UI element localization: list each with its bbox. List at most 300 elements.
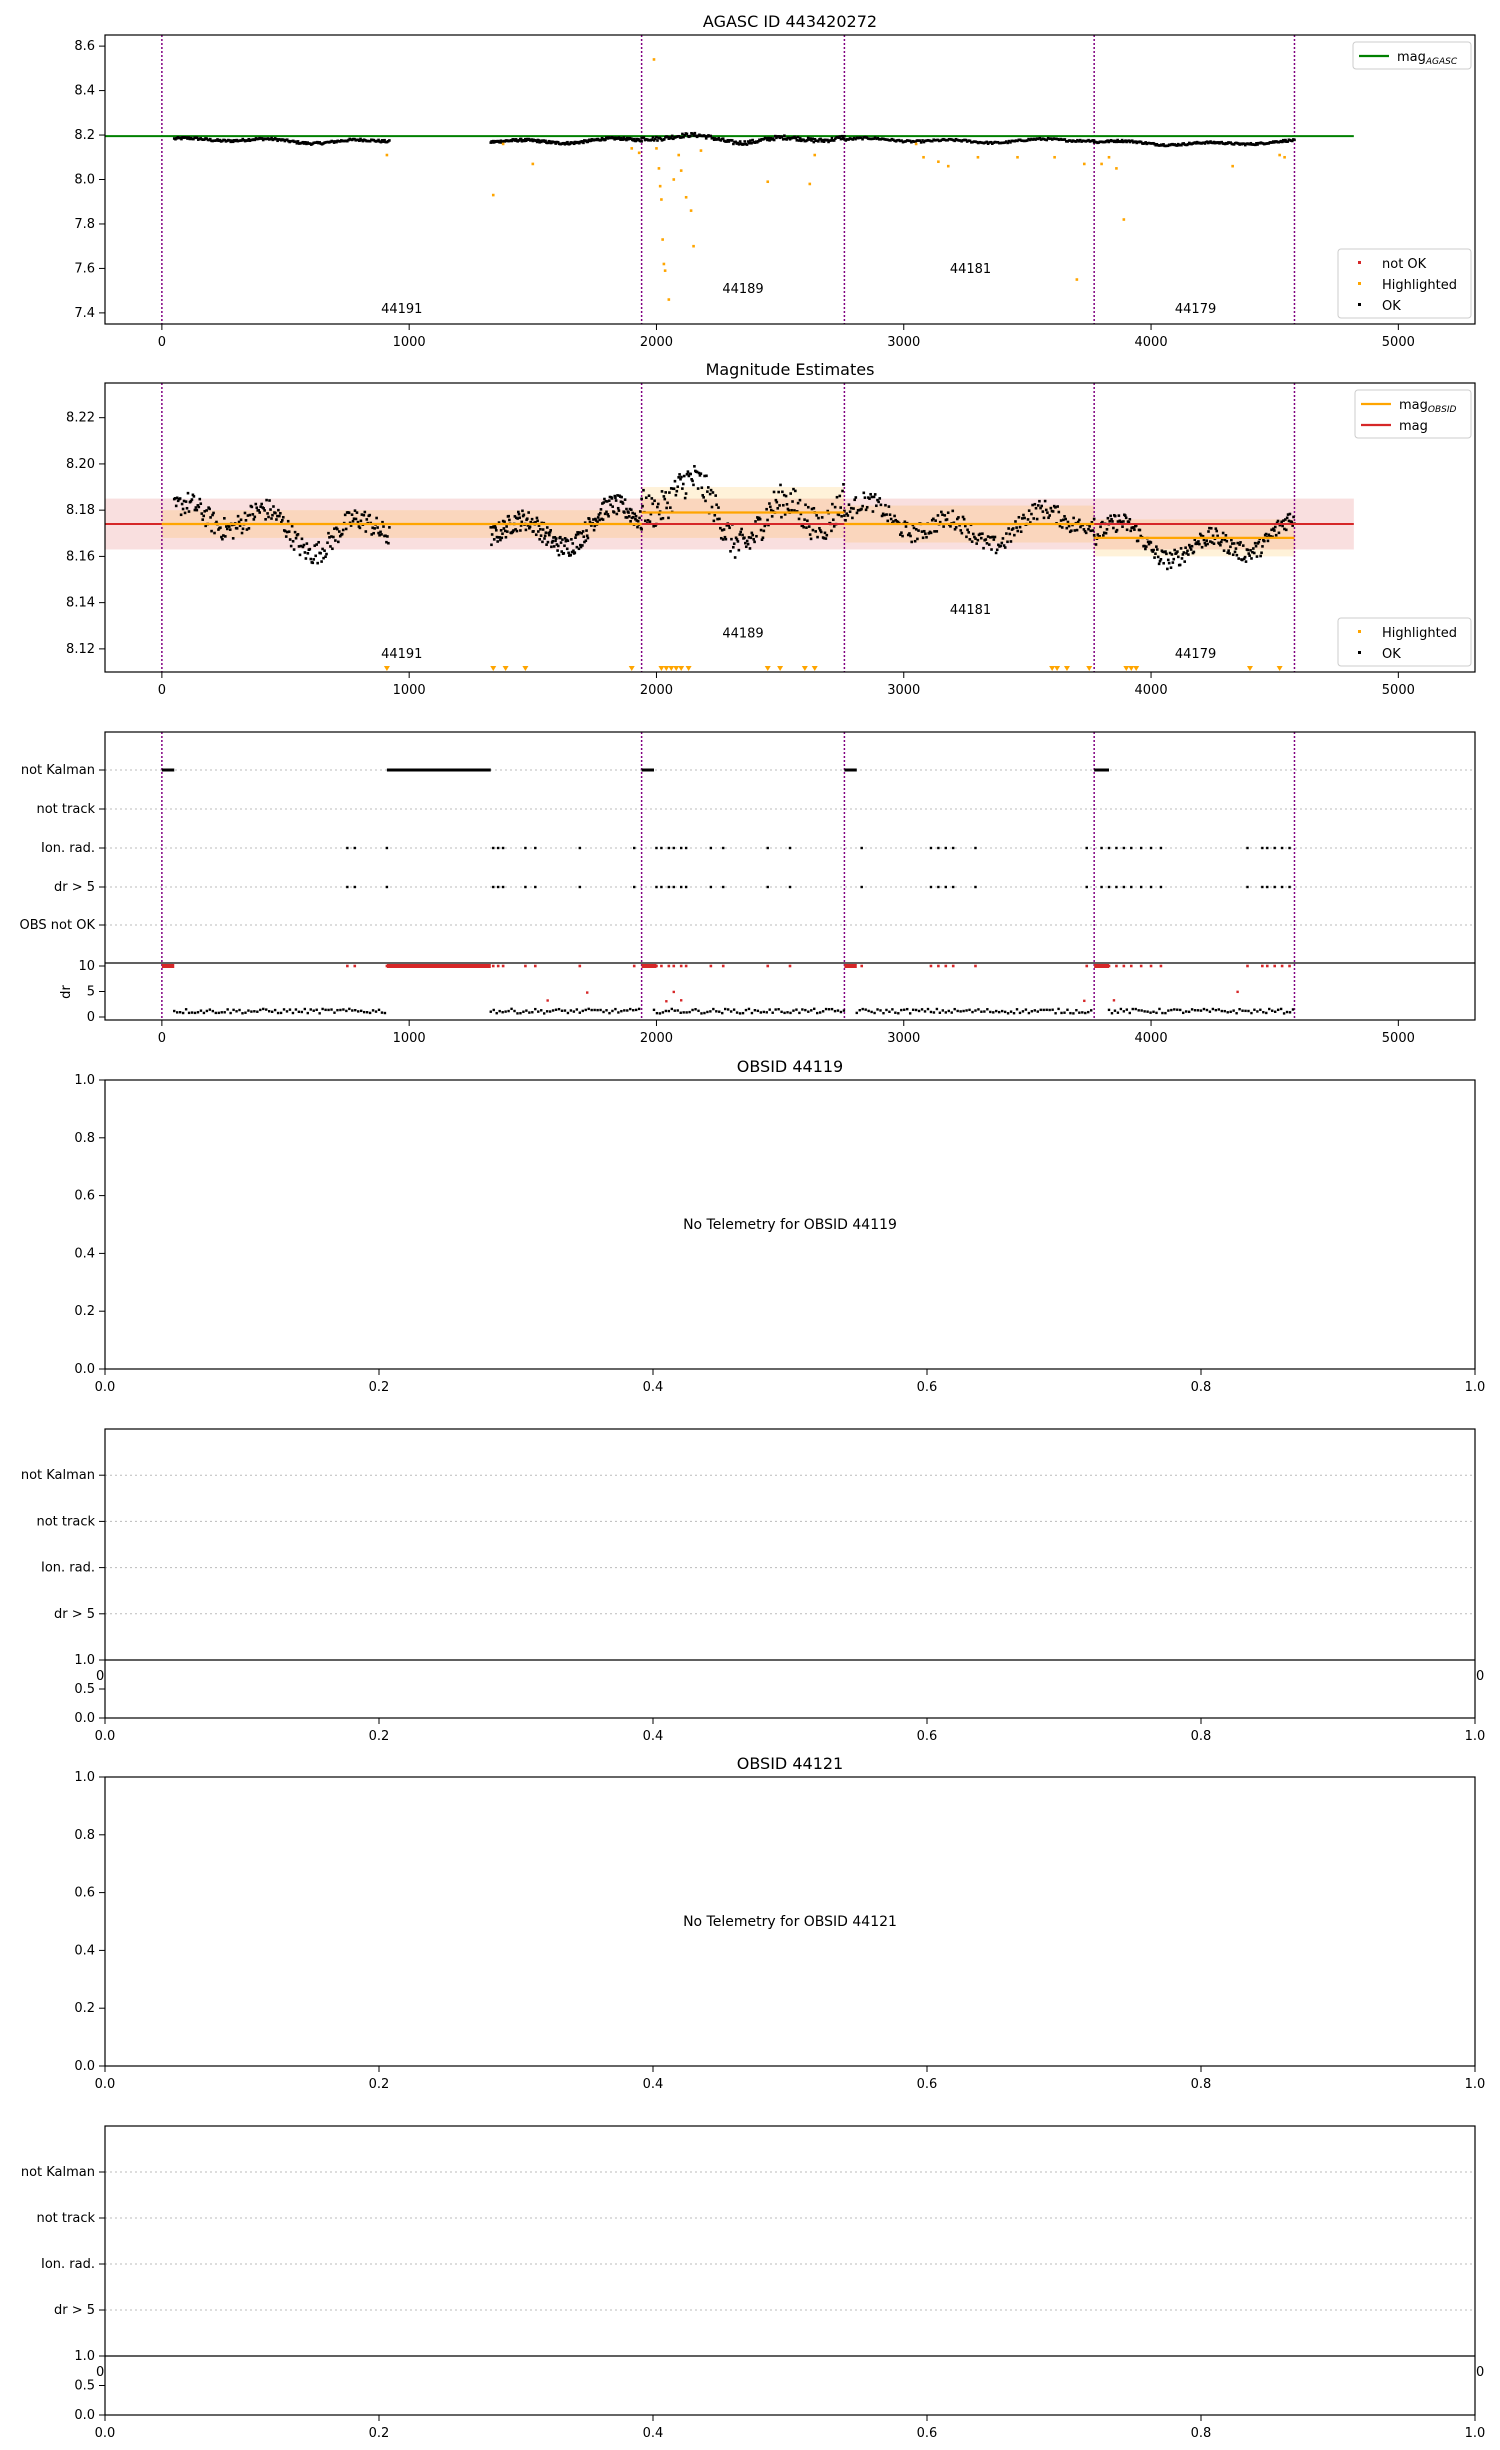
p2-ok-point (1015, 526, 1018, 529)
p2-ok-point (501, 532, 504, 535)
p1-highlighted-point (532, 163, 535, 166)
p3-dr-red-point (937, 965, 940, 968)
p2-ok-point (267, 516, 270, 519)
p2-ok-point (966, 529, 969, 532)
p2-ok-point (1227, 549, 1230, 552)
p2-top-legend-label: mag$_{OBSID}$ (1399, 398, 1457, 415)
p3-dr-point (1140, 1009, 1142, 1011)
p3-dr-red-point (930, 965, 933, 968)
p2-highlighted-marker (812, 666, 818, 671)
p2-ok-point (946, 518, 949, 521)
p3-dr-point (1200, 1009, 1202, 1011)
p3-dr5-point (680, 886, 682, 888)
p2-ok-point (974, 537, 977, 540)
p6-y-tick-label: 0.6 (74, 1885, 95, 1901)
p3-dr-red-point (633, 965, 636, 968)
p2-ok-point (588, 518, 591, 521)
p2-ok-point (531, 518, 534, 521)
p2-ok-point (208, 508, 211, 511)
p3-dr-point (769, 1008, 771, 1010)
p2-ok-point (802, 526, 805, 529)
p2-ok-point (794, 490, 797, 493)
p1-y-tick-label: 8.6 (74, 39, 95, 55)
p2-ok-point (765, 508, 768, 511)
p2-ok-point (268, 499, 271, 502)
p2-ok-point (1040, 505, 1043, 508)
p1-highlighted-point (638, 152, 641, 155)
p2-ok-point (1158, 563, 1161, 566)
p1-obsid-label: 44179 (1174, 301, 1217, 317)
p2-ok-point (363, 514, 366, 517)
p2-ok-point (935, 530, 938, 533)
p3-dr-point (739, 1012, 741, 1014)
p2-ok-point (304, 551, 307, 554)
p3-dr-point (888, 1011, 890, 1013)
p2-ok-point (242, 527, 245, 530)
p1-highlighted-point (1123, 218, 1126, 221)
p2-ok-point (525, 529, 528, 532)
p2-ok-point (581, 544, 584, 547)
p3-dr5-point (1281, 886, 1283, 888)
p2-ok-point (574, 536, 577, 539)
p3-dr-red-point (766, 965, 769, 968)
p3-dr-point (298, 1011, 300, 1013)
p2-ok-point (1239, 541, 1242, 544)
p1-top-legend-label: mag$_{AGASC}$ (1397, 50, 1458, 67)
p2-ok-point (561, 538, 564, 541)
p3-dr-point (552, 1009, 554, 1011)
p6-x-tick-label: 0.4 (642, 2077, 664, 2092)
p3-dr-point (936, 1008, 938, 1010)
p3-dr-point (1247, 1010, 1249, 1012)
p1-ok-point (819, 138, 822, 141)
p3-dr-point (1019, 1012, 1021, 1014)
p3-dr-point (262, 1008, 264, 1010)
p2-ok-point (870, 496, 873, 499)
p3-dr-point (493, 1009, 495, 1011)
p3-dr-mid-point (665, 1000, 667, 1002)
p2-ok-point (883, 514, 886, 517)
p3-dr-red-point (492, 965, 495, 968)
p7-x-tick-label: 0.6 (916, 2426, 938, 2441)
p7-flag-label: not Kalman (20, 2165, 95, 2180)
p3-ion-rad-point (680, 847, 682, 849)
p3-dr-red-point (722, 965, 725, 968)
p1-y-tick-label: 8.2 (74, 128, 95, 144)
p2-ok-point (198, 506, 201, 509)
p3-dr-point (867, 1010, 869, 1012)
p1-highlighted-point (808, 183, 811, 186)
p2-ok-point (1190, 548, 1193, 551)
p2-ok-point (1204, 542, 1207, 545)
p3-dr-point (879, 1009, 881, 1011)
p2-ok-point (961, 532, 964, 535)
p2-y-tick-label: 8.14 (66, 595, 95, 611)
p1-highlighted-point (977, 156, 980, 159)
p2-ok-point (348, 511, 351, 514)
p1-highlighted-point (1100, 163, 1103, 166)
p3-dr-point (638, 1008, 640, 1010)
p2-ok-point (1255, 545, 1258, 548)
p2-ok-point (306, 542, 309, 545)
p2-ok-point (244, 512, 247, 515)
p2-ok-point (567, 539, 570, 542)
p3-dr-point (780, 1011, 782, 1013)
p2-ok-point (1191, 545, 1194, 548)
p2-ok-point (1225, 534, 1228, 537)
p2-ok-point (241, 532, 244, 535)
p1-highlighted-point (653, 58, 656, 61)
p2-ok-point (776, 507, 779, 510)
p2-ok-point (656, 506, 659, 509)
p2-ok-point (1016, 530, 1019, 533)
p6-x-tick-label: 0.8 (1190, 2077, 1212, 2092)
p3-ion-rad-point (974, 847, 976, 849)
p2-ok-point (375, 517, 378, 520)
p3-dr-red-point (524, 965, 527, 968)
p2-ok-point (317, 541, 320, 544)
p2-ok-point (499, 539, 502, 542)
p3-dr5-point (524, 886, 526, 888)
p2-ok-point (905, 525, 908, 528)
p2-ok-point (299, 554, 302, 557)
p2-ok-point (649, 520, 652, 523)
p3-dr-point (986, 1008, 988, 1010)
p2-x-tick-label: 1000 (392, 683, 426, 698)
p3-dr5-point (502, 886, 504, 888)
p3-dr-mid-point (1236, 991, 1238, 993)
p2-ok-point (1085, 532, 1088, 535)
p2-ok-point (518, 516, 521, 519)
p2-ok-point (769, 506, 772, 509)
p3-ion-rad-point (1150, 847, 1152, 849)
p2-highlighted-marker (629, 666, 635, 671)
p2-ok-point (930, 532, 933, 535)
p2-ok-point (648, 494, 651, 497)
p2-ok-point (875, 504, 878, 507)
p3-dr-point (1188, 1011, 1190, 1013)
p2-ok-point (732, 546, 735, 549)
p1-highlighted-point (1115, 167, 1118, 170)
p3-dr5-point (1273, 886, 1275, 888)
p3-dr5-point (354, 886, 356, 888)
p2-ok-point (344, 514, 347, 517)
p1-ok-point (831, 137, 834, 140)
p2-ok-point (830, 530, 833, 533)
p2-ok-point (1070, 529, 1073, 532)
p2-highlighted-marker (658, 666, 664, 671)
p3-dr5-point (633, 886, 635, 888)
p3-dr-point (1173, 1008, 1175, 1010)
p3-flag-label: not track (36, 802, 95, 817)
p2-ok-point (838, 514, 841, 517)
p2-ok-point (1065, 527, 1068, 530)
p2-ok-point (570, 538, 573, 541)
p3-dr-point (1043, 1009, 1045, 1011)
p3-dr-point (543, 1012, 545, 1014)
p2-ok-point (360, 520, 363, 523)
p3-ion-rad-point (1108, 847, 1110, 849)
p2-ok-point (1068, 525, 1071, 528)
p2-ok-point (941, 513, 944, 516)
p3-dr-point (1004, 1011, 1006, 1013)
p2-ok-point (236, 527, 239, 530)
p2-ok-point (826, 534, 829, 537)
p2-ok-point (490, 543, 493, 546)
p2-ok-point (274, 512, 277, 515)
p3-dr-point (564, 1009, 566, 1011)
p3-dr5-point (1086, 886, 1088, 888)
p3-dr-point (668, 1010, 670, 1012)
p2-ok-point (969, 538, 972, 541)
p2-ok-point (665, 507, 668, 510)
p3-dr-point (235, 1010, 237, 1012)
p4-y-tick-label: 0.8 (74, 1130, 95, 1146)
p5-sub-y-tick-label: 1.0 (74, 1653, 95, 1668)
p2-ok-point (526, 517, 529, 520)
p4-x-tick-label: 0.0 (94, 1380, 116, 1395)
p3-dr-point (369, 1012, 371, 1014)
p2-ok-point (201, 518, 204, 521)
p2-highlighted-marker (503, 666, 509, 671)
p3-dr-point (956, 1010, 958, 1012)
p3-dr-red-point (1266, 965, 1269, 968)
p3-dr-point (1034, 1009, 1036, 1011)
p2-ok-point (628, 515, 631, 518)
p3-dr-point (1170, 1009, 1172, 1011)
p3-dr-point (1194, 1009, 1196, 1011)
p3-dr-point (724, 1008, 726, 1010)
p2-ok-point (503, 527, 506, 530)
p2-ok-point (1155, 545, 1158, 548)
p1-y-tick-label: 7.6 (74, 261, 95, 277)
p3-dr-point (1152, 1011, 1154, 1013)
p1-bottom-legend-marker (1358, 303, 1361, 306)
p2-ok-point (1278, 532, 1281, 535)
p3-dr-point (247, 1009, 249, 1011)
p3-dr-point (1143, 1010, 1145, 1012)
p1-x-tick-label: 3000 (887, 335, 921, 350)
p3-dr-point (576, 1008, 578, 1010)
p2-ok-point (1238, 543, 1241, 546)
p2-ok-point (869, 493, 872, 496)
p2-ok-point (834, 506, 837, 509)
p2-ok-point (1035, 507, 1038, 510)
p3-dr-point (974, 1009, 976, 1011)
p2-ok-point (1206, 543, 1209, 546)
p1-ok-point (640, 140, 643, 143)
p3-dr-point (1232, 1009, 1234, 1011)
p2-ok-point (1157, 556, 1160, 559)
p2-ok-point (548, 534, 551, 537)
p2-ok-point (804, 503, 807, 506)
p2-ok-point (691, 480, 694, 483)
p2-ok-point (1267, 540, 1270, 543)
p3-dr-point (1028, 1012, 1030, 1014)
p3-dr-point (927, 1008, 929, 1010)
p3-dr-point (504, 1010, 506, 1012)
panel-obsid-44119-message: No Telemetry for OBSID 44119 (683, 1217, 897, 1233)
p3-dr-point (1206, 1009, 1208, 1011)
p2-ok-point (356, 511, 359, 514)
p2-ok-point (751, 534, 754, 537)
p2-ok-point (1244, 556, 1247, 559)
p2-ok-point (1006, 540, 1009, 543)
p3-dr-point (384, 1012, 386, 1014)
p2-ok-point (753, 541, 756, 544)
p2-ok-point (327, 532, 330, 535)
p2-ok-point (1028, 509, 1031, 512)
p2-ok-point (493, 538, 496, 541)
p1-highlighted-point (672, 178, 675, 181)
p2-ok-point (586, 534, 589, 537)
p3-dr-point (1244, 1010, 1246, 1012)
p2-ok-point (1260, 551, 1263, 554)
p3-dr-point (608, 1012, 610, 1014)
p3-dr-point (555, 1009, 557, 1011)
p2-ok-point (558, 554, 561, 557)
p2-ok-point (249, 514, 252, 517)
p2-ok-point (187, 492, 190, 495)
p2-ok-point (840, 515, 843, 518)
p2-ok-point (271, 514, 274, 517)
p2-ok-point (1129, 530, 1132, 533)
p2-ok-point (943, 514, 946, 517)
p2-ok-point (922, 536, 925, 539)
p2-ok-point (803, 518, 806, 521)
p2-ok-point (516, 530, 519, 533)
p1-ok-point (709, 135, 712, 138)
p3-dr-red-point (1115, 965, 1118, 968)
p2-ok-point (185, 500, 188, 503)
p2-ok-point (342, 529, 345, 532)
p2-y-tick-label: 8.16 (66, 549, 95, 565)
p1-highlighted-point (685, 196, 688, 199)
p2-ok-point (277, 509, 280, 512)
p2-ok-point (1173, 549, 1176, 552)
p2-ok-point (500, 529, 503, 532)
p4-y-tick-label: 0.6 (74, 1188, 95, 1204)
p2-ok-point (685, 492, 688, 495)
p2-ok-point (312, 558, 315, 561)
p3-dr-point (918, 1010, 920, 1012)
p3-dr-point (933, 1011, 935, 1013)
p3-dr-point (1025, 1008, 1027, 1010)
p3-ion-rad-point (492, 847, 494, 849)
p2-y-tick-label: 8.20 (66, 456, 95, 472)
p1-ok-point (656, 139, 659, 142)
p2-ok-point (1067, 521, 1070, 524)
p1-ok-point (796, 139, 799, 142)
p2-ok-point (291, 525, 294, 528)
p2-ok-point (386, 535, 389, 538)
p2-ok-point (892, 520, 895, 523)
p3-dr-point (605, 1009, 607, 1011)
p3-dr-point (834, 1010, 836, 1012)
p2-highlighted-marker (384, 666, 390, 671)
p1-bottom-legend-label: not OK (1382, 257, 1427, 272)
p2-ok-point (617, 507, 620, 510)
p2-ok-point (560, 541, 563, 544)
p2-ok-point (722, 538, 725, 541)
p2-ok-point (316, 562, 319, 565)
p3-dr-point (182, 1012, 184, 1014)
p3-dr-point (777, 1008, 779, 1010)
p2-bottom-legend-marker (1358, 651, 1361, 654)
p2-obsid-label: 44189 (722, 626, 764, 642)
p3-dr5-point (722, 886, 724, 888)
p3-dr-red-point (579, 965, 582, 968)
p2-ok-point (638, 517, 641, 520)
p2-ok-point (229, 528, 232, 531)
p2-ok-point (812, 529, 815, 532)
p2-highlighted-marker (678, 666, 684, 671)
p2-ok-point (651, 502, 654, 505)
p3-dr-point (1031, 1010, 1033, 1012)
p2-ok-point (1111, 520, 1114, 523)
p2-ok-point (1252, 547, 1255, 550)
p1-ok-point (811, 137, 814, 140)
p3-dr-point (1120, 1008, 1122, 1010)
p3-dr-point (310, 1008, 312, 1010)
p2-ok-point (1228, 552, 1231, 555)
p4-y-tick-label: 0.2 (74, 1304, 95, 1320)
p2-ok-point (668, 491, 671, 494)
p2-ok-point (1250, 557, 1253, 560)
p2-ok-point (191, 498, 194, 501)
p3-ion-rad-point (767, 847, 769, 849)
p2-ok-point (1289, 513, 1292, 516)
p2-ok-point (816, 536, 819, 539)
p3-dr-red-point (1281, 965, 1284, 968)
p3-dr-point (372, 1009, 374, 1011)
p2-ok-point (673, 487, 676, 490)
p2-ok-point (1186, 550, 1189, 553)
p3-dr-point (766, 1011, 768, 1013)
p1-ok-point (806, 139, 809, 142)
p2-ok-point (297, 533, 300, 536)
p3-dr-point (819, 1011, 821, 1013)
p2-ok-point (223, 517, 226, 520)
p3-dr-point (1289, 1011, 1291, 1013)
p2-ok-point (999, 545, 1002, 548)
p3-dr-point (366, 1011, 368, 1013)
p6-x-tick-label: 1.0 (1464, 2077, 1486, 2092)
p2-ok-point (661, 490, 664, 493)
p1-highlighted-point (766, 180, 769, 183)
p1-ok-point (748, 142, 751, 145)
p3-dr-point (286, 1010, 288, 1012)
p2-highlighted-marker (1064, 666, 1070, 671)
p7-x-tick-label: 1.0 (1464, 2426, 1486, 2441)
p2-ok-point (663, 498, 666, 501)
p2-ok-point (623, 511, 626, 514)
p3-dr-point (1286, 1011, 1288, 1013)
p3-dr-point (1262, 1011, 1264, 1013)
p3-dr5-point (710, 886, 712, 888)
p2-ok-point (678, 473, 681, 476)
p2-ok-point (1018, 516, 1021, 519)
p3-dr-red-point (1123, 965, 1126, 968)
p2-ok-point (1062, 519, 1065, 522)
p3-dr-point (959, 1010, 961, 1012)
p2-highlighted-marker (1086, 666, 1092, 671)
p2-ok-point (874, 493, 877, 496)
p2-ok-point (382, 525, 385, 528)
p2-ok-point (1183, 560, 1186, 563)
p2-ok-point (507, 515, 510, 518)
p3-dr-point (870, 1011, 872, 1013)
